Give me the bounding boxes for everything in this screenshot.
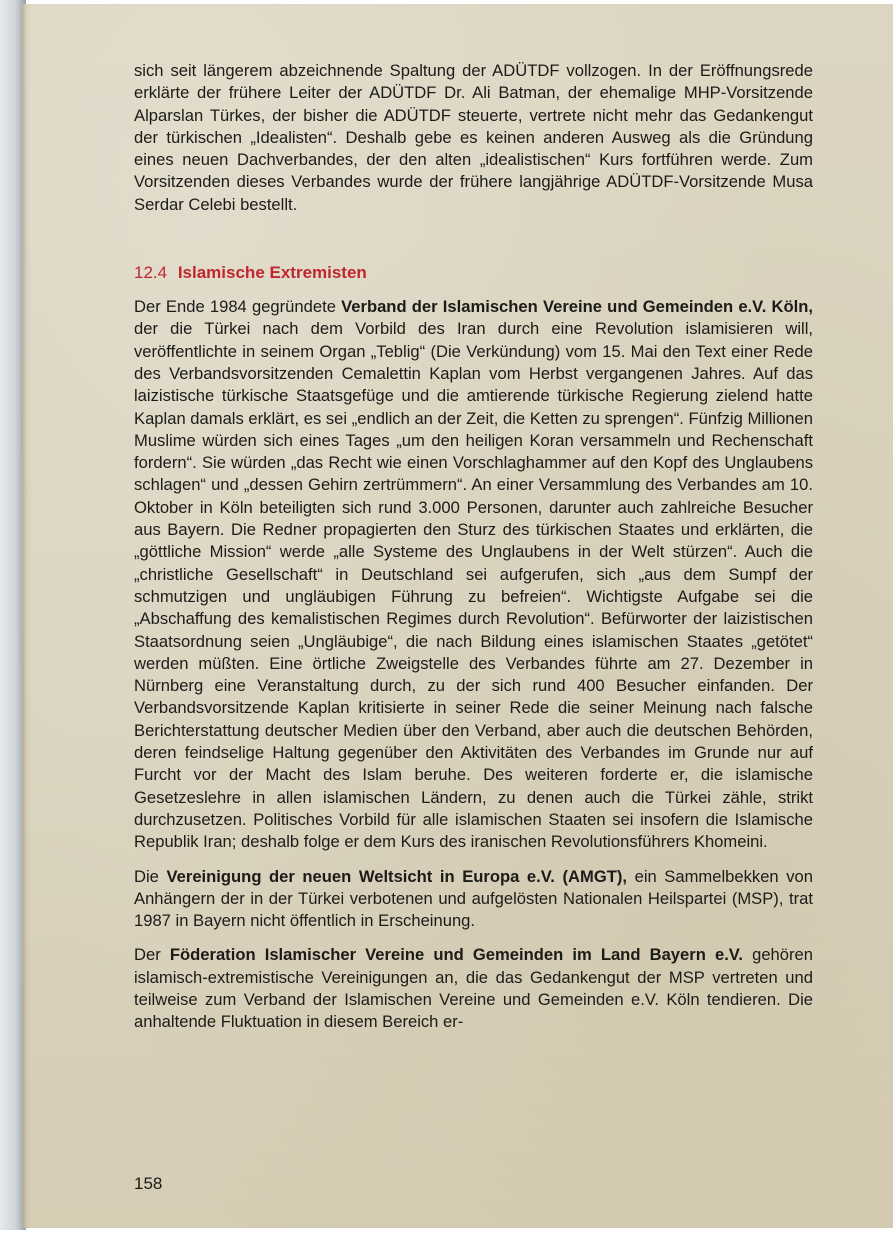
section-number: 12.4 <box>134 263 168 283</box>
paragraph-text: ein Sammelbekken von Anhängern der in der Türkei verbotenen und aufgelösten Nationalen Heilspartei (MSP), trat 1987 in Bayern nicht öffentlich in Erscheinung. <box>134 866 813 931</box>
section-title: Islamische Extremisten <box>177 263 367 283</box>
intro-paragraph: sich seit längerem abzeichnende Spaltung der ADÜTDF vollzogen. In der Eröffnungsrede erklärte der frühere Leiter der ADÜTDF Dr. Ali Batman, der ehemalige MHP-Vorsitzende Alparslan Türkes, der bisher die ADÜTDF steuerte, vertrete nicht mehr das Gedankengut der türkischen „Idealisten“. Deshalb gebe es keinen anderen Ausweg als die Gründung eines neuen Dachverbandes, der den alten „idealistischen“ Kurs fortführen werde. Zum Vorsitzenden dieses Verbandes wurde der frühere langjährige ADÜTDF-Vorsitzende Musa Serdar Celebi bestellt. <box>134 61 813 214</box>
paragraph-lead: Der <box>134 945 170 965</box>
section-heading <box>134 262 813 284</box>
organization-name: Vereinigung der neuen Weltsicht in Europa e.V. (AMGT), <box>166 866 628 886</box>
paragraph-lead: Die <box>134 866 167 886</box>
paragraph-text: der die Türkei nach dem Vorbild des Iran durch eine Revolution islamisieren will, veröffentlichte in seinem Organ „Teblig“ (Die Verkündung) vom 15. Mai den Text einer Rede des Verbandsvorsitzenden Cemalettin Kaplan vom Herbst vergangenen Jahres. Auf das laizistische türkische Staatsgefüge und die amtierende türkische Regierung zielend hatte Kaplan damals erklärt, es sei „endlich an der Zeit, die Ketten zu sprengen“. Fünfzig Millionen Muslime würden sich eines Tages „um den heiligen Koran versammeln und Rechenschaft fordern“. Sie würden „das Recht wie einen Vorschlaghammer auf den Kopf des Unglaubens schlagen“ und „dessen Gehirn zertrümmern“. An einer Versammlung des Verbandes am 10. Oktober in Köln beteiligten sich rund 3.000 Personen, darunter auch zahlreiche Besucher aus Bayern. Die Redner propagierten den Sturz des türkischen Staates und erklärten, die „göttliche Mission“ werde „alle Systeme des Unglaubens in der Welt stürzen“. Auch die „christliche Gesellschaft“ in Deutschland sei aufgerufen, sich „aus dem Sumpf der schmutzigen und ungläubigen Führung zu befreien“. Wichtigste Aufgabe sei die „Abschaffung des kemalistischen Regimes durch Revolution“. Befürworter der laizistischen Staatsordnung seien „Ungläubige“, die nach Bildung eines islamischen Staates „getötet“ werden müßten. Eine örtliche Zweigstelle des Verbandes führte am 27. Dezember in Nürnberg eine Veranstaltung durch, zu der sich rund 400 Besucher einfanden. Der Verbandsvorsitzende Kaplan kritisierte in seiner Rede die seiner Meinung nach falsche Berichterstattung deutscher Medien über den Verband, aber auch die deutschen Behörden, deren feindselige Haltung gegenüber den Aktivitäten des Verbandes im Grunde nur auf Furcht vor der Macht des Islam beruhe. Des weiteren forderte er, die islamische Gesetzeslehre in allen islamischen Ländern, zu denen auch die Türkei zähle, strikt durchzusetzen. Politisches Vorbild für alle islamischen Staaten sei insofern die Islamische Republik Iran; deshalb folge er dem Kurs des iranischen Revolutionsführers Khomeini. <box>134 319 813 852</box>
paragraph-kaplan-verband <box>134 296 813 853</box>
paragraph-amgt <box>134 866 813 933</box>
organization-name: Verband der Islamischen Vereine und Gemeinden e.V. Köln, <box>341 297 813 317</box>
paragraph-text: gehören islamisch-extremistische Vereinigungen an, die das Gedankengut der MSP vertreten und teilweise zum Verband der Islamischen Vereine und Gemeinden e.V. Köln tendieren. Die anhaltende Fluktuation in diesem Bereich er- <box>134 945 813 1032</box>
paragraph-foederation <box>134 944 813 1033</box>
page-number: 158 <box>134 1174 163 1193</box>
page-body <box>134 60 813 1034</box>
paragraph-lead: Der Ende 1984 gegründete <box>134 297 342 317</box>
organization-name: Föderation Islamischer Vereine und Gemeinden im Land Bayern e.V. <box>169 945 743 965</box>
